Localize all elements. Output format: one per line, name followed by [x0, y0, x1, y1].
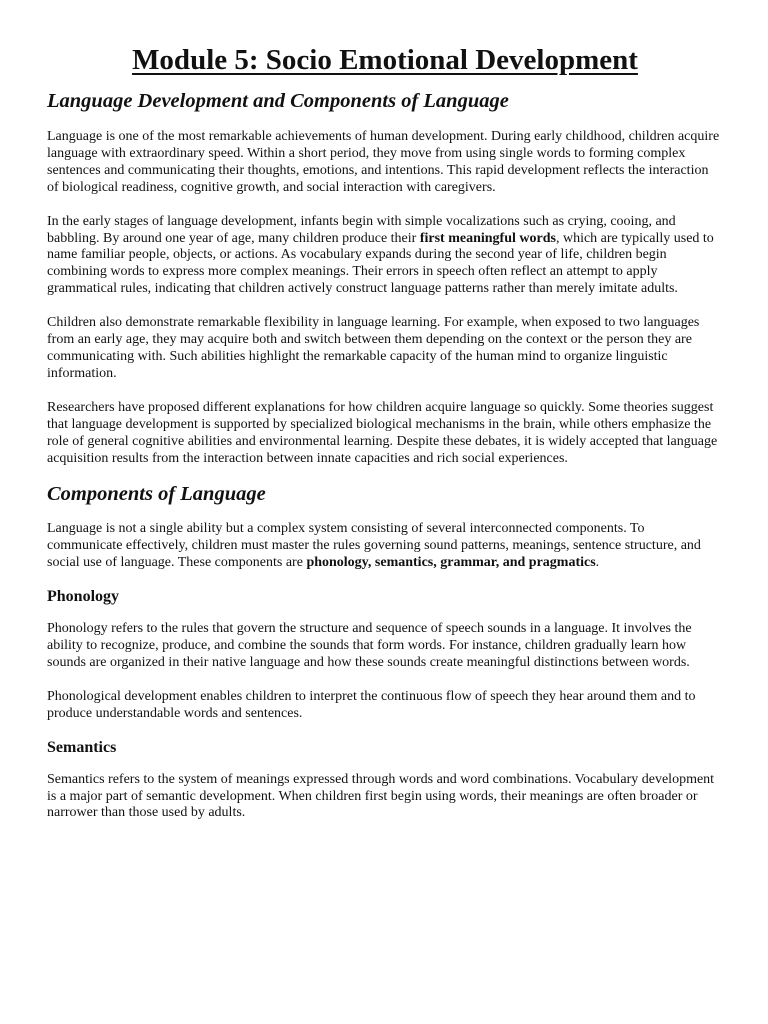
paragraph-phonology-development: Phonological development enables children to interpret the continuous flow of speech they hear around them and to produce understandable words and sentences.	[47, 688, 696, 721]
text-span: In the early stages of language development, infants begin with simple vocalizations such as crying, cooing, and babbling. By around one year of age, many children produce their	[47, 213, 676, 246]
document-page	[47, 42, 723, 822]
subheading-semantics: Semantics	[47, 738, 117, 756]
paragraph-semantics-definition: Semantics refers to the system of meanings expressed through words and word combinations. Vocabulary development is a major part of semantic development. When children first begin using words, their meanings are often broader or narrower than those used by adults.	[47, 771, 715, 821]
paragraph-components-intro	[47, 521, 723, 572]
subheading-phonology: Phonology	[47, 588, 120, 606]
section-heading-language-development: Language Development and Components of Language	[47, 90, 509, 112]
bold-term-components: phonology, semantics, grammar, and pragmatics	[306, 555, 596, 571]
bold-term-first-meaningful-words: first meaningful words	[419, 230, 556, 246]
paragraph-early-stages	[47, 214, 723, 299]
paragraph-explanations: Researchers have proposed different explanations for how children acquire language so quickly. Some theories suggest that language development is supported by specialized biological mechanisms in the brain, while others emphasize the role of general cognitive abilities and environmental learning. Despite these debates, it is widely accepted that language acquisition results from the interaction between innate capacities and rich social experiences.	[47, 399, 718, 466]
module-title: Module 5: Socio Emotional Development	[132, 44, 638, 76]
text-span: .	[595, 555, 600, 571]
text-span: Language is not a single ability but a complex system consisting of several interconnected components. To communicate effectively, children must master the rules governing sound patterns, meanings, sentence structure, and social use of language. These components are	[47, 521, 701, 571]
text-span: , which are typically used to name familiar people, objects, or actions. As vocabulary expands during the second year of life, children begin combining words to express more complex meanings. Their errors in speech often reflect an attempt to apply grammatical rules, indicating that children actively construct language patterns rather than merely imitate adults.	[47, 230, 714, 297]
paragraph-flexibility: Children also demonstrate remarkable flexibility in language learning. For example, when exposed to two languages from an early age, they may acquire both and switch between them depending on the context or the person they are communicating with. Such abilities highlight the remarkable capacity of the human mind to organize linguistic information.	[47, 315, 700, 381]
section-heading-components: Components of Language	[47, 483, 266, 506]
paragraph-phonology-definition: Phonology refers to the rules that govern the structure and sequence of speech sounds in a language. It involves the ability to recognize, produce, and combine the sounds that form words. For instance, children gradually learn how sounds are organized in their native language and how these sounds create meaningful distinctions between words.	[47, 621, 692, 670]
paragraph-intro: Language is one of the most remarkable achievements of human development. During early childhood, children acquire language with extraordinary speed. Within a short period, they move from using single words to forming complex sentences and communicating their thoughts, emotions, and intentions. This rapid development reflects the interaction of biological readiness, cognitive growth, and social interaction with caregivers.	[47, 129, 720, 195]
